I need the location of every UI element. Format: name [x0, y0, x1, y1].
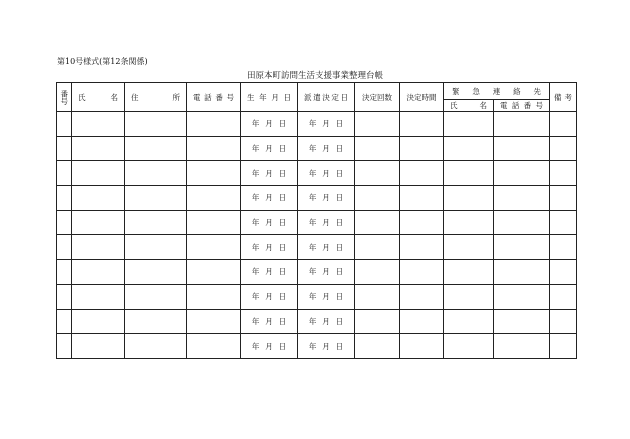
date-part-label: 日 [335, 193, 344, 203]
emergency-name-cell[interactable] [444, 235, 494, 260]
date-part-label: 日 [278, 144, 287, 154]
header-emergency-phone-char: 番 [523, 101, 532, 110]
birthdate-cell[interactable] [241, 235, 298, 260]
birthdate-cell[interactable] [241, 136, 298, 161]
date-part-label: 日 [335, 341, 344, 351]
dispatch-date-cell[interactable] [298, 235, 355, 260]
header-dispatch-date-char: 定 [331, 92, 339, 102]
emergency-phone-cell[interactable] [494, 186, 550, 211]
dispatch-date-cell[interactable] [298, 186, 355, 211]
decision-time-cell[interactable] [400, 235, 444, 260]
header-emergency-contact-char: 緊 [452, 86, 460, 96]
date-part-label: 年 [251, 144, 260, 154]
date-part-label: 月 [265, 193, 273, 203]
header-dispatch-date-char: 派 [304, 92, 312, 102]
date-part-label: 年 [308, 341, 317, 351]
dispatch-date-cell[interactable] [298, 309, 355, 334]
decision-count-cell[interactable] [355, 284, 400, 309]
ledger-title: 田原本町訪問生活支援事業整理台帳 [246, 71, 383, 81]
header-emergency-contact [444, 83, 550, 100]
address-cell[interactable] [125, 284, 187, 309]
decision-count-cell[interactable] [355, 210, 400, 235]
date-part-label: 日 [278, 267, 287, 277]
table-row [57, 136, 577, 161]
remarks-cell[interactable] [550, 284, 577, 309]
header-emergency-contact-char: 先 [533, 86, 541, 96]
header-phone-char: 番 [215, 92, 223, 102]
header-emergency-name-char: 氏 [450, 101, 458, 110]
header-emergency-phone [494, 100, 550, 112]
header-name-char: 名 [110, 92, 118, 102]
header-remarks-char: 考 [564, 92, 572, 102]
header-emergency-phone-char: 電 [500, 101, 508, 110]
header-emergency-name [444, 100, 494, 112]
date-part-label: 年 [251, 242, 260, 252]
phone-cell[interactable] [187, 235, 241, 260]
remarks-cell[interactable] [550, 136, 577, 161]
decision-time-cell[interactable] [400, 136, 444, 161]
date-part-label: 年 [308, 292, 317, 302]
name-cell[interactable] [72, 161, 125, 186]
phone-cell[interactable] [187, 309, 241, 334]
birthdate-cell[interactable] [241, 161, 298, 186]
birthdate-cell[interactable] [241, 210, 298, 235]
table-row [57, 309, 577, 334]
birthdate-cell[interactable] [241, 260, 298, 285]
date-part-label: 月 [265, 267, 273, 277]
header-phone-char: 電 [193, 92, 201, 102]
header-address [125, 83, 187, 112]
date-part-label: 月 [265, 242, 273, 252]
phone-cell[interactable] [187, 284, 241, 309]
dispatch-date-cell[interactable] [298, 112, 355, 137]
number-cell[interactable] [57, 334, 72, 359]
birthdate-cell[interactable] [241, 284, 298, 309]
remarks-cell[interactable] [550, 112, 577, 137]
number-cell[interactable] [57, 284, 72, 309]
header-birthdate-char: 年 [259, 92, 267, 102]
decision-time-cell[interactable] [400, 284, 444, 309]
number-cell[interactable] [57, 235, 72, 260]
date-part-label: 月 [265, 144, 273, 154]
date-part-label: 月 [265, 341, 273, 351]
header-address-char: 所 [172, 92, 180, 102]
decision-time-cell[interactable] [400, 112, 444, 137]
date-part-label: 日 [278, 168, 287, 178]
date-part-label: 年 [251, 341, 260, 351]
header-dispatch-date [298, 83, 355, 112]
table-row [57, 161, 577, 186]
date-part-label: 月 [322, 316, 330, 326]
date-part-label: 月 [265, 168, 273, 178]
date-part-label: 年 [251, 168, 260, 178]
address-cell[interactable] [125, 260, 187, 285]
header-number: 番号 [57, 83, 72, 112]
header-dispatch-date-char: 日 [340, 92, 348, 102]
emergency-name-cell[interactable] [444, 210, 494, 235]
phone-cell[interactable] [187, 260, 241, 285]
decision-count-cell[interactable] [355, 260, 400, 285]
birthdate-cell[interactable] [241, 309, 298, 334]
date-part-label: 月 [322, 341, 330, 351]
date-part-label: 日 [335, 218, 344, 228]
date-part-label: 年 [308, 218, 317, 228]
emergency-phone-cell[interactable] [494, 334, 550, 359]
table-row [57, 260, 577, 285]
phone-cell[interactable] [187, 112, 241, 137]
date-part-label: 月 [265, 218, 273, 228]
date-part-label: 年 [308, 193, 317, 203]
ledger-table [56, 82, 577, 359]
number-cell[interactable] [57, 309, 72, 334]
date-part-label: 月 [265, 119, 273, 129]
header-emergency-phone-char: 話 [511, 101, 520, 110]
emergency-phone-cell[interactable] [494, 161, 550, 186]
table-row [57, 112, 577, 137]
table-row [57, 235, 577, 260]
date-part-label: 年 [308, 316, 317, 326]
date-part-label: 日 [335, 168, 344, 178]
birthdate-cell[interactable] [241, 186, 298, 211]
name-cell[interactable] [72, 284, 125, 309]
date-part-label: 月 [322, 292, 330, 302]
date-part-label: 日 [278, 316, 287, 326]
header-phone [187, 83, 241, 112]
emergency-name-cell[interactable] [444, 161, 494, 186]
header-emergency-contact-char: 絡 [513, 86, 521, 96]
date-part-label: 月 [322, 119, 330, 129]
number-cell[interactable] [57, 210, 72, 235]
dispatch-date-cell[interactable] [298, 284, 355, 309]
table-row [57, 210, 577, 235]
emergency-name-cell[interactable] [444, 186, 494, 211]
header-dispatch-date-char: 決 [322, 92, 330, 102]
date-part-label: 月 [265, 292, 273, 302]
address-cell[interactable] [125, 186, 187, 211]
decision-count-cell[interactable] [355, 161, 400, 186]
table-row [57, 186, 577, 211]
number-cell[interactable] [57, 112, 72, 137]
dispatch-date-cell[interactable] [298, 260, 355, 285]
address-cell[interactable] [125, 309, 187, 334]
date-part-label: 日 [335, 267, 344, 277]
number-cell[interactable] [57, 260, 72, 285]
name-cell[interactable] [72, 210, 125, 235]
date-part-label: 月 [322, 168, 330, 178]
date-part-label: 日 [278, 341, 287, 351]
header-birthdate-char: 月 [271, 92, 279, 102]
dispatch-date-cell[interactable] [298, 161, 355, 186]
address-cell[interactable] [125, 210, 187, 235]
header-birthdate-char: 生 [247, 92, 255, 102]
name-cell[interactable] [72, 136, 125, 161]
date-part-label: 年 [308, 119, 317, 129]
name-cell[interactable] [72, 309, 125, 334]
header-phone-char: 話 [204, 92, 212, 102]
date-part-label: 年 [308, 168, 317, 178]
decision-time-cell[interactable] [400, 334, 444, 359]
phone-cell[interactable] [187, 186, 241, 211]
date-part-label: 日 [278, 119, 287, 129]
date-part-label: 月 [322, 144, 330, 154]
emergency-name-cell[interactable] [444, 334, 494, 359]
date-part-label: 日 [278, 292, 287, 302]
decision-time-cell[interactable] [400, 210, 444, 235]
dispatch-date-cell[interactable] [298, 334, 355, 359]
date-part-label: 日 [278, 218, 287, 228]
name-cell[interactable] [72, 112, 125, 137]
dispatch-date-cell[interactable] [298, 136, 355, 161]
remarks-cell[interactable] [550, 334, 577, 359]
decision-time-cell[interactable] [400, 186, 444, 211]
number-cell[interactable] [57, 186, 72, 211]
header-emergency-name-char: 名 [479, 101, 487, 110]
header-emergency-contact-char: 連 [492, 86, 501, 96]
address-cell[interactable] [125, 334, 187, 359]
emergency-phone-cell[interactable] [494, 284, 550, 309]
remarks-cell[interactable] [550, 260, 577, 285]
date-part-label: 年 [251, 292, 260, 302]
decision-time-cell[interactable] [400, 260, 444, 285]
date-part-label: 月 [322, 218, 330, 228]
decision-count-cell[interactable] [355, 186, 400, 211]
emergency-phone-cell[interactable] [494, 260, 550, 285]
date-part-label: 年 [251, 267, 260, 277]
decision-count-cell[interactable] [355, 235, 400, 260]
emergency-name-cell[interactable] [444, 284, 494, 309]
name-cell[interactable] [72, 260, 125, 285]
remarks-cell[interactable] [550, 235, 577, 260]
date-part-label: 年 [251, 193, 260, 203]
date-part-label: 日 [335, 242, 344, 252]
header-decision-count: 決定回数 [355, 83, 400, 112]
remarks-cell[interactable] [550, 186, 577, 211]
date-part-label: 日 [278, 193, 287, 203]
header-birthdate-char: 日 [283, 92, 291, 102]
phone-cell[interactable] [187, 334, 241, 359]
remarks-cell[interactable] [550, 309, 577, 334]
date-part-label: 年 [308, 267, 317, 277]
header-name [72, 83, 125, 112]
emergency-name-cell[interactable] [444, 112, 494, 137]
number-cell[interactable] [57, 161, 72, 186]
date-part-label: 年 [308, 144, 317, 154]
header-emergency-contact-char: 急 [472, 86, 480, 96]
emergency-name-cell[interactable] [444, 309, 494, 334]
decision-time-cell[interactable] [400, 309, 444, 334]
header-phone-char: 号 [226, 92, 234, 102]
birthdate-cell[interactable] [241, 334, 298, 359]
emergency-phone-cell[interactable] [494, 235, 550, 260]
address-cell[interactable] [125, 136, 187, 161]
date-part-label: 日 [335, 316, 344, 326]
header-birthdate [241, 83, 298, 112]
emergency-name-cell[interactable] [444, 136, 494, 161]
date-part-label: 日 [278, 242, 287, 252]
decision-count-cell[interactable] [355, 334, 400, 359]
address-cell[interactable] [125, 161, 187, 186]
birthdate-cell[interactable] [241, 112, 298, 137]
emergency-phone-cell[interactable] [494, 136, 550, 161]
header-address-char: 住 [131, 92, 139, 102]
date-part-label: 月 [322, 267, 330, 277]
date-part-label: 年 [251, 218, 260, 228]
dispatch-date-cell[interactable] [298, 210, 355, 235]
header-emergency-phone-char: 号 [535, 101, 543, 110]
decision-count-cell[interactable] [355, 136, 400, 161]
phone-cell[interactable] [187, 210, 241, 235]
emergency-name-cell[interactable] [444, 260, 494, 285]
date-part-label: 日 [335, 119, 344, 129]
date-part-label: 日 [335, 292, 344, 302]
date-part-label: 月 [322, 193, 330, 203]
table-row [57, 284, 577, 309]
ledger-body [57, 112, 577, 359]
phone-cell[interactable] [187, 161, 241, 186]
date-part-label: 年 [308, 242, 317, 252]
address-cell[interactable] [125, 235, 187, 260]
phone-cell[interactable] [187, 136, 241, 161]
emergency-phone-cell[interactable] [494, 309, 550, 334]
address-cell[interactable] [125, 112, 187, 137]
decision-count-cell[interactable] [355, 112, 400, 137]
date-part-label: 日 [335, 144, 344, 154]
table-row [57, 334, 577, 359]
date-part-label: 年 [251, 316, 260, 326]
date-part-label: 月 [322, 242, 330, 252]
header-dispatch-date-char: 遣 [313, 92, 321, 102]
header-remarks [550, 83, 577, 112]
header-remarks-char: 備 [554, 92, 562, 102]
date-part-label: 年 [251, 119, 260, 129]
header-decision-time: 決定時間 [400, 83, 444, 112]
header-name-char: 氏 [78, 92, 86, 102]
remarks-cell[interactable] [550, 161, 577, 186]
name-cell[interactable] [72, 186, 125, 211]
date-part-label: 月 [265, 316, 273, 326]
number-cell[interactable] [57, 136, 72, 161]
name-cell[interactable] [72, 334, 125, 359]
decision-time-cell[interactable] [400, 161, 444, 186]
form-number-label: 第10号様式(第12条関係) [57, 57, 148, 66]
emergency-phone-cell[interactable] [494, 112, 550, 137]
remarks-cell[interactable] [550, 210, 577, 235]
emergency-phone-cell[interactable] [494, 210, 550, 235]
name-cell[interactable] [72, 235, 125, 260]
decision-count-cell[interactable] [355, 309, 400, 334]
